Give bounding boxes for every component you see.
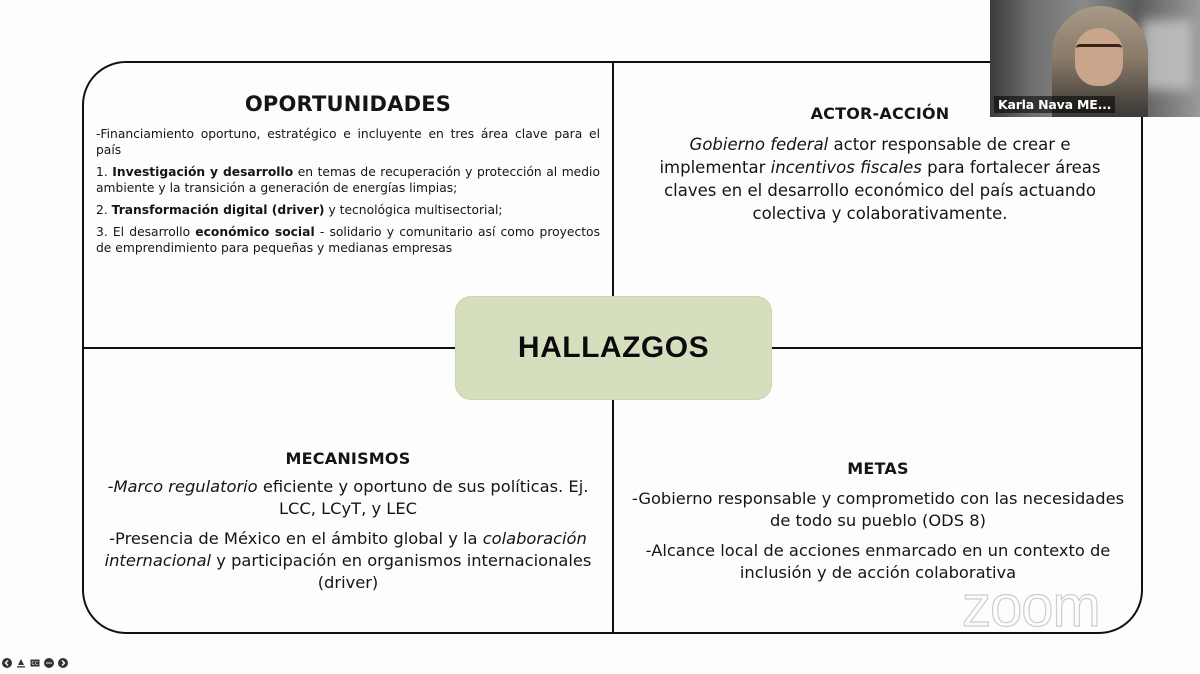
participant-video-tile[interactable] bbox=[990, 0, 1200, 117]
pointer-icon[interactable] bbox=[16, 658, 26, 668]
intro-text: -Financiamiento oportuno, estratégico e incluyente en tres área clave para el país bbox=[96, 127, 600, 157]
more-icon[interactable] bbox=[44, 658, 54, 668]
body-text: -Presencia de México en el ámbito global y la colaboración internacional y participación en organismos internacionales (driver) bbox=[104, 529, 592, 592]
quadrant-title: METAS bbox=[847, 459, 909, 478]
zoom-watermark: zoom bbox=[962, 574, 1100, 639]
participant-glasses bbox=[1076, 44, 1122, 59]
body-text: Gobierno federal actor responsable de crear e implementar incentivos fiscales para fortalecer áreas claves en el desarrollo económico del país actuando colectiva y colaborativamente. bbox=[659, 135, 1101, 223]
body-text: -Gobierno responsable y comprometido con las necesidades de todo su pueblo (ODS 8) bbox=[631, 489, 1125, 530]
list-item: 2. Transformación digital (driver) y tecnológica multisectorial; bbox=[96, 203, 503, 217]
quadrant-actor-accion bbox=[640, 104, 1120, 225]
video-background bbox=[1142, 20, 1192, 90]
list-item: 1. Investigación y desarrollo en temas de recuperación y protección al medio ambiente y la transición a generación de energías limpias; bbox=[96, 165, 600, 195]
svg-text:CC: CC bbox=[31, 661, 39, 667]
participant-name: Karla Nava ME... bbox=[994, 96, 1115, 113]
center-label: HALLAZGOS bbox=[517, 331, 710, 364]
quadrant-title: OPORTUNIDADES bbox=[244, 92, 452, 116]
body-text: -Alcance local de acciones enmarcado en un contexto de inclusión y de acción colaborativa bbox=[645, 541, 1111, 582]
quadrant-metas bbox=[628, 459, 1128, 592]
quadrant-oportunidades bbox=[96, 92, 600, 262]
quadrant-title: MECANISMOS bbox=[285, 449, 411, 468]
body-text: -Marco regulatorio eficiente y oportuno de sus políticas. Ej. LCC, LCyT, y LEC bbox=[107, 477, 589, 518]
circle-arrow-left-icon[interactable] bbox=[2, 658, 12, 668]
cc-icon[interactable] bbox=[30, 658, 40, 668]
list-item: 3. El desarrollo económico social - solidario y comunitario así como proyectos de emprendimiento para pequeñas y medianas empresas bbox=[96, 225, 600, 255]
quadrant-mecanismos bbox=[96, 449, 600, 602]
circle-arrow-right-icon[interactable] bbox=[58, 658, 68, 668]
hallazgos-center-box bbox=[455, 296, 772, 400]
presentation-controls bbox=[2, 658, 68, 668]
quadrant-title: ACTOR-ACCIÓN bbox=[810, 104, 950, 123]
